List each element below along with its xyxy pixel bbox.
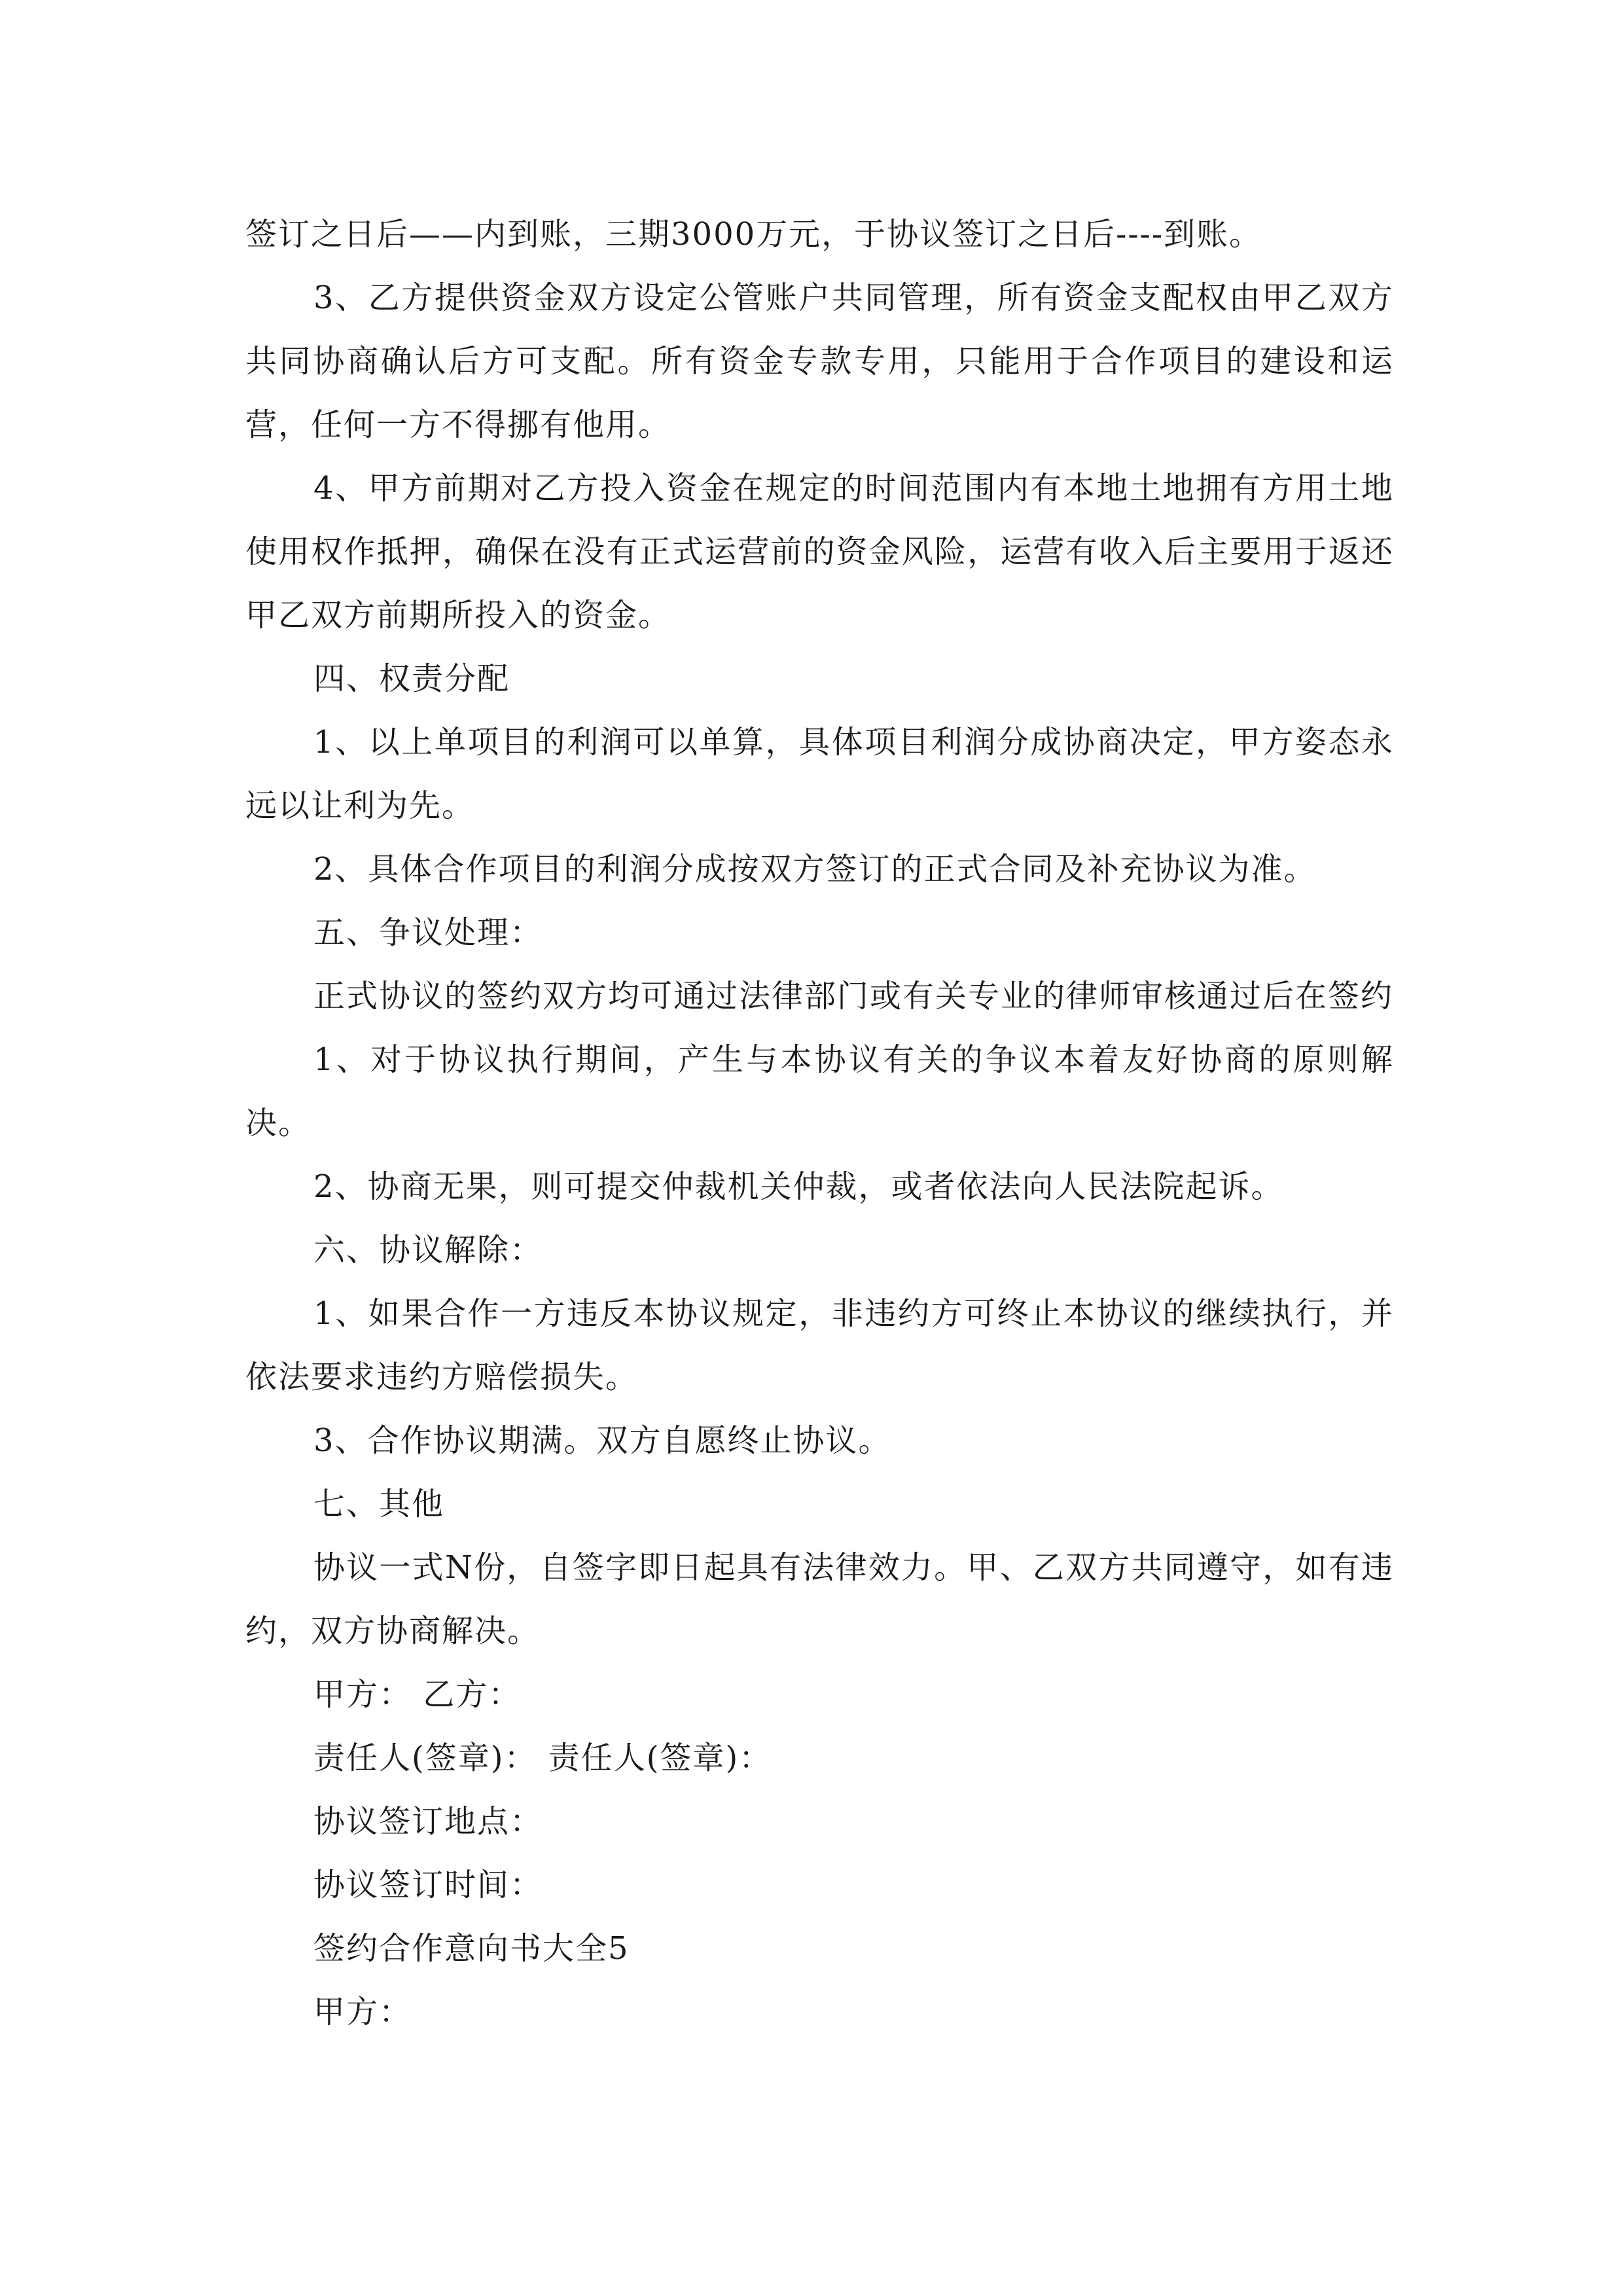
paragraph-section6-item-3: 3、合作协议期满。双方自愿终止协议。 — [313, 1422, 891, 1459]
signing-time-line: 协议签订时间： — [313, 1867, 543, 1903]
paragraph-section4-item-2: 2、具体合作项目的利润分成按双方签订的正式合同及补充协议为准。 — [313, 851, 1317, 888]
signature-party-line: 甲方： 乙方： — [313, 1676, 522, 1713]
signing-location-line: 协议签订地点： — [313, 1803, 543, 1840]
section-heading-5: 五、争议处理： — [313, 914, 543, 951]
section-heading-4: 四、权责分配 — [313, 660, 510, 697]
signature-responsible-line: 责任人(签章)： 责任人(签章)： — [313, 1740, 772, 1776]
party-a-line: 甲方： — [313, 1994, 412, 2030]
paragraph-section4-item-1: 1、以上单项目的利润可以单算，具体项目利润分成协商决定，甲方姿态永远以让利为先。 — [245, 724, 1394, 824]
document-body — [245, 203, 1394, 2044]
paragraph-section6-item-1: 1、如果合作一方违反本协议规定，非违约方可终止本协议的继续执行，并依法要求违约方赔偿损失。 — [245, 1295, 1394, 1395]
paragraph-clause-4: 4、甲方前期对乙方投入资金在规定的时间范围内有本地土地拥有方用土地使用权作抵押，确保在没有正式运营前的资金风险，运营有收入后主要用于返还甲乙双方前期所投入的资金。 — [245, 470, 1394, 634]
next-document-title: 签约合作意向书大全5 — [313, 1930, 630, 1967]
paragraph-section5-item-2: 2、协商无果，则可提交仲裁机关仲裁，或者依法向人民法院起诉。 — [313, 1168, 1284, 1205]
section-heading-6: 六、协议解除： — [313, 1232, 543, 1268]
paragraph-section5-item-1: 1、对于协议执行期间，产生与本协议有关的争议本着友好协商的原则解决。 — [245, 1041, 1394, 1141]
paragraph-continuation: 签订之日后——内到账，三期3000万元，于协议签订之日后----到账。 — [245, 216, 1262, 253]
paragraph-clause-3: 3、乙方提供资金双方设定公管账户共同管理，所有资金支配权由甲乙双方共同协商确认后方可支配。所有资金专款专用，只能用于合作项目的建设和运营，任何一方不得挪有他用。 — [245, 279, 1394, 443]
paragraph-section5-intro: 正式协议的签约双方均可通过法律部门或有关专业的律师审核通过后在签约 — [313, 978, 1394, 1014]
paragraph-section7-body: 协议一式N份，自签字即日起具有法律效力。甲、乙双方共同遵守，如有违约，双方协商解决。 — [245, 1549, 1394, 1649]
section-heading-7: 七、其他 — [313, 1486, 445, 1522]
